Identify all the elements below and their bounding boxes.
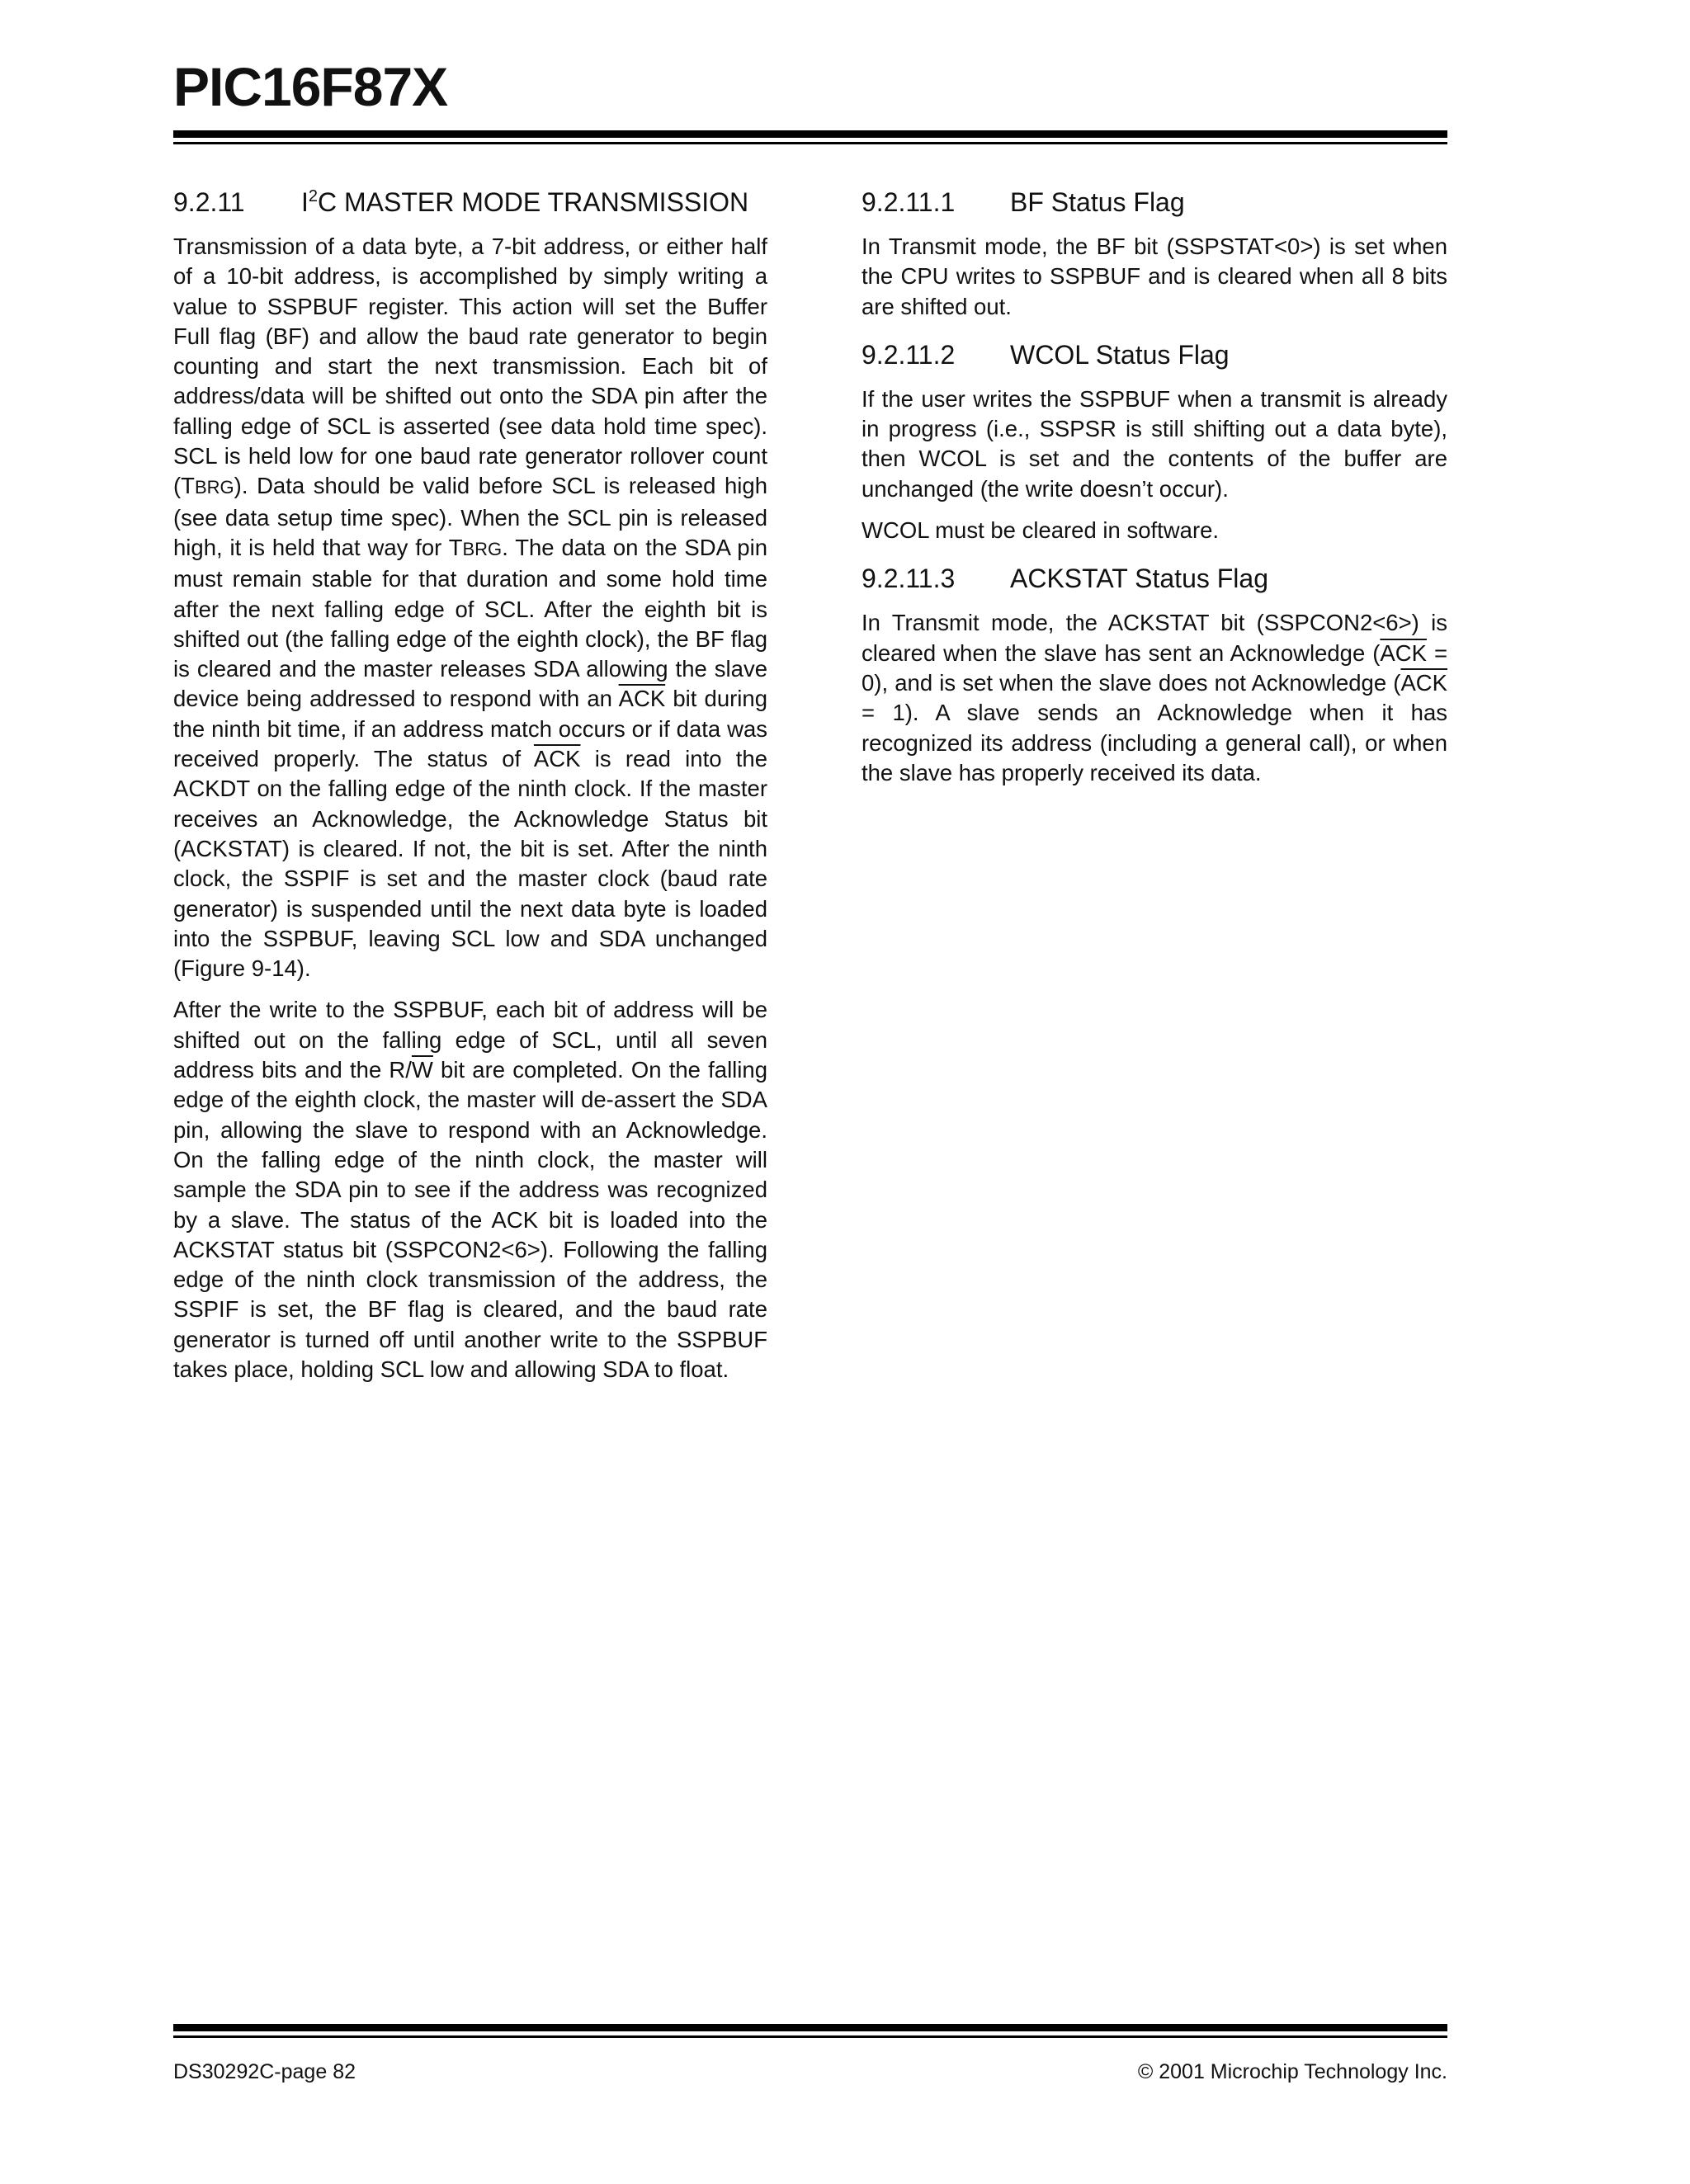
- footer-copyright: © 2001 Microchip Technology Inc.: [1137, 2060, 1447, 2083]
- w-overline: $\overline{W}$: [411, 1057, 433, 1083]
- ack-overline: $\overline{ACK}$: [1400, 669, 1447, 696]
- section-number: 9.2.11: [173, 187, 245, 217]
- ack-overline: $\overline{ACK}$: [1380, 639, 1427, 666]
- paragraph-ackstat-status: In Transmit mode, the ACKSTAT bit (SSPCON2<6>) is cleared when the slave has sent an Acknowledge $(\overline{ACK} = 0)$, and is set when the slave does not Acknowledge $(\overline{ACK} = 1)$. A slave sends an Acknowledge when it has recognized its address (including a general call), or when the slave has properly received its data.: [862, 610, 1448, 785]
- paragraph-bf-status: In Transmit mode, the BF bit (SSPSTAT<0>) is set when the CPU writes to SSPBUF and is cleared when all 8 bits are shifted out.: [862, 233, 1447, 319]
- left-column: [173, 186, 767, 1396]
- paragraph-transmission: Transmission of a data byte, a 7-bit address, or either half of a 10-bit address, is accomplished by simply writing a value to SSPBUF register. This action will set the Buffer Full flag (BF) and allow the baud rate generator to begin counting and start the next transmission. Each bit of address/data will be shifted out onto the SDA pin after the falling edge of SCL is asserted (see data hold time spec). SCL is held low for one baud rate generator rollover count (TBRG). Data should be valid before SCL is released high (see data setup time spec). When the SCL pin is released high, it is held that way for TBRG. The data on the SDA pin must remain stable for that duration and some hold time after the next falling edge of SCL. After the eighth bit is shifted out (the falling edge of the eighth clock), the BF flag is cleared and the master releases SDA allowing the slave device being addressed to respond with an $\overline{ACK}$ bit during the ninth bit time, if an address match occurs or if data was received properly. The status of $\overline{ACK}$ is read into the ACKDT on the falling edge of the ninth clock. If the master receives an Acknowledge, the Acknowledge Status bit (ACKSTAT) is cleared. If not, the bit is set. After the ninth clock, the SSPIF is set and the master clock (baud rate generator) is suspended until the next data byte is loaded into the SSPBUF, leaving SCL low and SDA unchanged (Figure 9-14).: [173, 233, 768, 982]
- paragraph-address-shift: After the write to the SSPBUF, each bit of address will be shifted out on the falling edge of SCL, until all seven address bits and the $R/\overline{W}$ bit are completed. On the falling edge of the eighth clock, the master will de-assert the SDA pin, allowing the slave to respond with an Acknowledge. On the falling edge of the ninth clock, the master will sample the SDA pin to see if the address was recognized by a slave. The status of the ACK bit is loaded into the ACKSTAT status bit (SSPCON2<6>). Following the falling edge of the ninth clock transmission of the address, the SSPIF is set, the BF flag is cleared, and the baud rate generator is turned off until another write to the SSPBUF takes place, holding SCL low and allowing SDA to float.: [173, 997, 767, 1382]
- section-heading-9-2-11: [173, 186, 767, 219]
- section-title: $I^2C$ MASTER MODE TRANSMISSION: [301, 187, 749, 217]
- ack-overline: $\overline{ACK}$: [618, 686, 666, 712]
- page-title: PIC16F87X: [173, 56, 448, 117]
- footer-rule-thin: [173, 2035, 1447, 2038]
- section-heading-ackstat-status: 9.2.11.3 ACKSTAT Status Flag: [862, 564, 1268, 594]
- paragraph-wcol-clear: WCOL must be cleared in software.: [862, 517, 1220, 544]
- header-rule-thick: [173, 130, 1447, 138]
- paragraph-wcol-status: If the user writes the SSPBUF when a transmit is already in progress (i.e., SSPSR is still shifting out a data byte), then WCOL is set and the contents of the buffer are unchanged (the write doesn’t occur).: [862, 385, 1447, 502]
- section-heading-bf-status: 9.2.11.1 BF Status Flag: [862, 187, 1185, 217]
- header-rule-thin: [173, 142, 1447, 144]
- ack-overline: $\overline{ACK}$: [533, 746, 581, 772]
- footer-rule-thick: [173, 2024, 1447, 2031]
- section-heading-wcol-status: 9.2.11.2 WCOL Status Flag: [862, 339, 1230, 370]
- right-column: [862, 186, 1447, 800]
- footer-page-number: DS30292C-page 82: [173, 2060, 356, 2083]
